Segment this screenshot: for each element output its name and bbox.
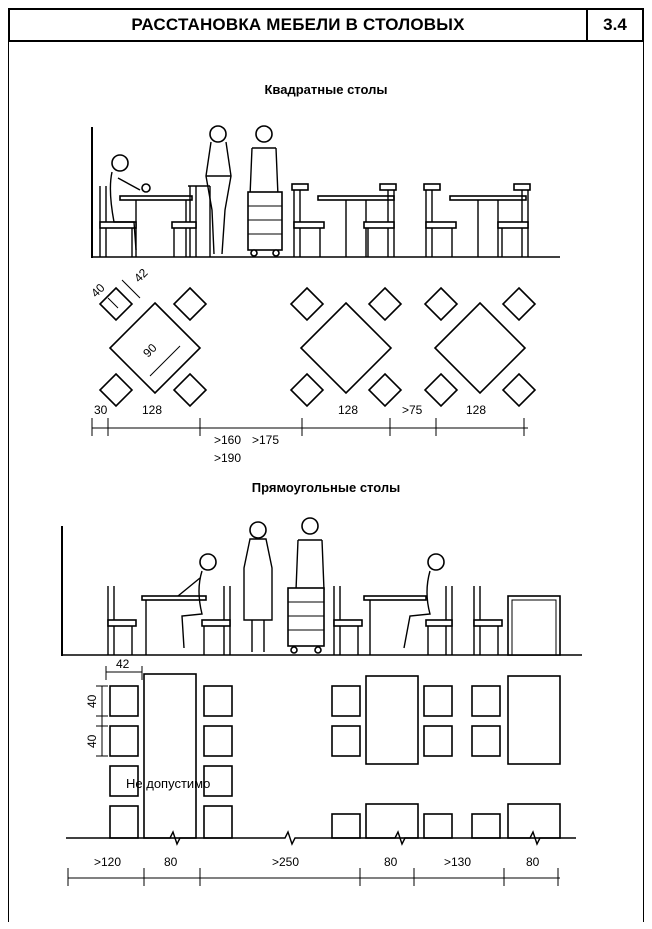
square-elevation [92, 126, 560, 258]
dim-rect-1: >120 [94, 855, 122, 869]
rect-tables-title: Прямоугольные столы [251, 480, 401, 495]
chair [291, 374, 323, 406]
dim-rect-5: >130 [444, 855, 472, 869]
dim-chair-gap: 42 [131, 265, 151, 286]
dim-gap-b: >175 [252, 433, 280, 447]
chair [204, 686, 232, 716]
chair [291, 288, 323, 320]
dim-gap-a: >160 [214, 433, 242, 447]
chair [424, 726, 452, 756]
chair [424, 814, 452, 838]
chair [174, 288, 206, 320]
table-1-elevation [100, 155, 210, 257]
chair [425, 374, 457, 406]
chair [472, 726, 500, 756]
chair [369, 288, 401, 320]
table-2-plan [291, 288, 401, 406]
table-2-elevation [292, 184, 396, 257]
dim-rect-2: 80 [164, 855, 178, 869]
chair [503, 374, 535, 406]
dim-table-size: 90 [140, 340, 160, 361]
chair [369, 374, 401, 406]
rect-dimension-line [68, 868, 560, 886]
chair [424, 686, 452, 716]
rect-plan [66, 657, 576, 886]
chair [472, 814, 500, 838]
not-allowed-label: Не допустимо [126, 776, 211, 791]
waiter-trolley-figure [248, 126, 282, 256]
dim-offset: 30 [94, 403, 108, 417]
dim-group-1: 128 [142, 403, 163, 417]
dim-group-2: 128 [338, 403, 359, 417]
chair [425, 288, 457, 320]
chair [110, 806, 138, 838]
square-table [301, 303, 391, 393]
chair [204, 806, 232, 838]
rect-table [144, 674, 196, 838]
table-3-plan [425, 288, 535, 406]
chair [174, 374, 206, 406]
dim-gap-c: >190 [214, 451, 242, 465]
chair [110, 726, 138, 756]
dim-rect-4: 80 [384, 855, 398, 869]
rect-table [366, 804, 418, 838]
page-number: 3.4 [586, 10, 642, 40]
chair [503, 288, 535, 320]
chair [332, 814, 360, 838]
chair [332, 686, 360, 716]
table-3-elevation [424, 184, 530, 257]
chair [332, 726, 360, 756]
chair [204, 726, 232, 756]
rect-table [366, 676, 418, 764]
page-title: РАССТАНОВКА МЕБЕЛИ В СТОЛОВЫХ [131, 15, 465, 34]
dim-rect-chair-h1: 40 [85, 694, 99, 708]
dim-rect-3: >250 [272, 855, 300, 869]
chair [110, 686, 138, 716]
chair [472, 686, 500, 716]
table-1-plan [100, 280, 206, 406]
square-tables-title: Квадратные столы [264, 82, 388, 97]
square-dimension-line [92, 418, 528, 436]
dim-group-3: 128 [466, 403, 487, 417]
chair [100, 374, 132, 406]
square-plan [88, 266, 535, 465]
dim-rect-chair-h2: 40 [85, 734, 99, 748]
dim-chair-width: 40 [88, 280, 108, 301]
dim-gap-2: >75 [402, 403, 423, 417]
dim-rect-chair-width: 42 [116, 657, 130, 671]
square-table [435, 303, 525, 393]
rect-table [508, 676, 560, 764]
dim-rect-6: 80 [526, 855, 540, 869]
rect-elevation [62, 518, 582, 656]
